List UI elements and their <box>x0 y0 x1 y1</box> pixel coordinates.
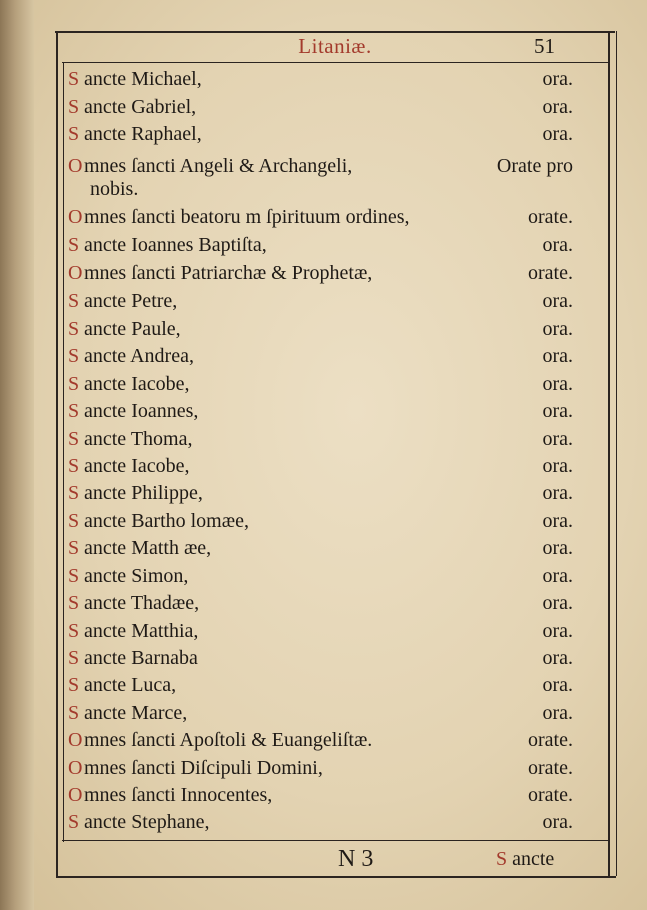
entry-initial: O <box>68 757 83 779</box>
catchword <box>496 848 554 871</box>
litany-entry <box>68 482 573 508</box>
frame-rule-right <box>608 31 610 876</box>
entry-response: ora. <box>542 68 573 90</box>
entry-response: ora. <box>542 123 573 145</box>
litany-entry <box>68 290 573 316</box>
entry-continuation: nobis. <box>90 178 139 200</box>
litany-entry <box>68 565 573 591</box>
entry-text: mnes ſancti Diſcipuli Domini, <box>84 757 323 779</box>
frame-rule-left <box>56 31 58 876</box>
entry-response: ora. <box>542 674 573 696</box>
litany-entry <box>68 537 573 563</box>
entry-initial: S <box>68 482 80 504</box>
entry-initial: S <box>68 674 80 696</box>
entry-initial: S <box>68 400 80 422</box>
entry-response: orate. <box>528 729 573 751</box>
entry-initial: S <box>68 647 80 669</box>
entry-response: orate. <box>528 784 573 806</box>
entry-initial: S <box>68 123 80 145</box>
litany-entry <box>68 455 573 481</box>
entry-response: ora. <box>542 620 573 642</box>
running-title: Litaniæ. <box>298 34 372 58</box>
entry-initial: S <box>68 318 80 340</box>
entry-response: ora. <box>542 373 573 395</box>
entry-text: ancte Matthia, <box>84 620 199 642</box>
entry-initial: S <box>68 68 80 90</box>
entry-response: Orate pro <box>496 155 573 177</box>
entry-initial: S <box>68 620 80 642</box>
litany-entry <box>68 318 573 344</box>
entry-initial: S <box>68 565 80 587</box>
litany-entry <box>68 345 573 371</box>
entry-text: mnes ſancti beatoru m ſpirituum ordines, <box>84 206 410 228</box>
entry-response: ora. <box>542 345 573 367</box>
entry-response: ora. <box>542 318 573 340</box>
catchword-text: ancte <box>512 848 555 870</box>
entry-text: ancte Gabriel, <box>84 96 197 118</box>
signature-mark: N 3 <box>338 846 374 872</box>
entry-response: ora. <box>542 647 573 669</box>
entry-text: ancte Thadæe, <box>84 592 200 614</box>
entry-initial: O <box>68 729 83 751</box>
litany-entry <box>68 757 573 783</box>
entry-initial: S <box>68 96 80 118</box>
litany-entry <box>68 206 573 232</box>
frame-rule-bottom-outer <box>56 876 616 878</box>
entry-response: ora. <box>542 96 573 118</box>
entry-text: ancte Ioannes Baptiſta, <box>84 234 267 256</box>
entry-response: ora. <box>542 702 573 724</box>
entry-response: orate. <box>528 262 573 284</box>
entry-initial: S <box>68 345 80 367</box>
entry-initial: S <box>68 592 80 614</box>
litany-entry <box>68 428 573 454</box>
entry-response: ora. <box>542 234 573 256</box>
litany-entry <box>68 123 573 149</box>
entry-text: ancte Petre, <box>84 290 178 312</box>
entry-response: ora. <box>542 290 573 312</box>
entry-text: ancte Marce, <box>84 702 188 724</box>
frame-rule-right-outer <box>616 31 617 876</box>
entry-response: ora. <box>542 811 573 833</box>
litany-entry <box>68 262 573 288</box>
frame-rule-left-inner <box>63 62 64 842</box>
entry-response: ora. <box>542 510 573 532</box>
catchword-initial: S <box>496 848 508 870</box>
entry-initial: S <box>68 290 80 312</box>
entry-response: orate. <box>528 206 573 228</box>
entry-response: ora. <box>542 455 573 477</box>
litany-entry <box>68 96 573 122</box>
entry-response: ora. <box>542 537 573 559</box>
entry-initial: S <box>68 702 80 724</box>
entry-response: ora. <box>542 482 573 504</box>
entry-text: ancte Luca, <box>84 674 177 696</box>
litany-entry <box>68 811 573 837</box>
frame-rule-bottom <box>62 840 609 841</box>
frame-rule-top <box>55 31 615 33</box>
litany-entry <box>68 784 573 810</box>
entry-text: ancte Bartho lomæe, <box>84 510 249 532</box>
entry-text: ancte Paule, <box>84 318 181 340</box>
entry-initial: S <box>68 428 80 450</box>
entry-text: ancte Michael, <box>84 68 202 90</box>
entry-text: ancte Andrea, <box>84 345 194 367</box>
entry-initial: S <box>68 510 80 532</box>
entry-initial: O <box>68 262 83 284</box>
litany-entry <box>68 592 573 618</box>
litany-entry <box>68 702 573 728</box>
entry-text: mnes ſancti Angeli & Archangeli, <box>84 155 353 177</box>
entry-text: ancte Iacobe, <box>84 455 190 477</box>
entry-initial: O <box>68 155 83 177</box>
entry-text: ancte Iacobe, <box>84 373 190 395</box>
litany-entry <box>68 234 573 260</box>
frame-rule-head <box>62 62 609 63</box>
entry-text: ancte Thoma, <box>84 428 193 450</box>
litany-entry <box>68 620 573 646</box>
entry-text: ancte Philippe, <box>84 482 203 504</box>
entry-response: ora. <box>542 592 573 614</box>
entry-text: mnes ſancti Innocentes, <box>84 784 273 806</box>
litany-entry <box>68 400 573 426</box>
litany-entry <box>68 729 573 755</box>
entry-initial: S <box>68 234 80 256</box>
entry-response: orate. <box>528 757 573 779</box>
entry-text: ancte Stephane, <box>84 811 210 833</box>
entry-response: ora. <box>542 565 573 587</box>
entry-text: mnes ſancti Apoſtoli & Euangeliſtæ. <box>84 729 373 751</box>
book-gutter <box>0 0 34 910</box>
litany-entry <box>68 155 573 181</box>
entry-text: ancte Matth æe, <box>84 537 212 559</box>
entry-text: mnes ſancti Patriarchæ & Prophetæ, <box>84 262 373 284</box>
litany-entry <box>68 510 573 536</box>
entry-response: ora. <box>542 400 573 422</box>
entry-initial: S <box>68 373 80 395</box>
litany-entry <box>68 68 573 94</box>
entry-text: ancte Barnaba <box>84 647 198 669</box>
page-number: 51 <box>534 34 555 58</box>
litany-entry <box>68 647 573 673</box>
entry-text: ancte Raphael, <box>84 123 202 145</box>
entry-initial: O <box>68 206 83 228</box>
litany-entry <box>68 373 573 399</box>
litany-entry <box>68 674 573 700</box>
entry-text: ancte Ioannes, <box>84 400 199 422</box>
entry-text: ancte Simon, <box>84 565 189 587</box>
entry-initial: S <box>68 811 80 833</box>
entry-initial: S <box>68 537 80 559</box>
entry-initial: O <box>68 784 83 806</box>
entry-initial: S <box>68 455 80 477</box>
entry-response: ora. <box>542 428 573 450</box>
